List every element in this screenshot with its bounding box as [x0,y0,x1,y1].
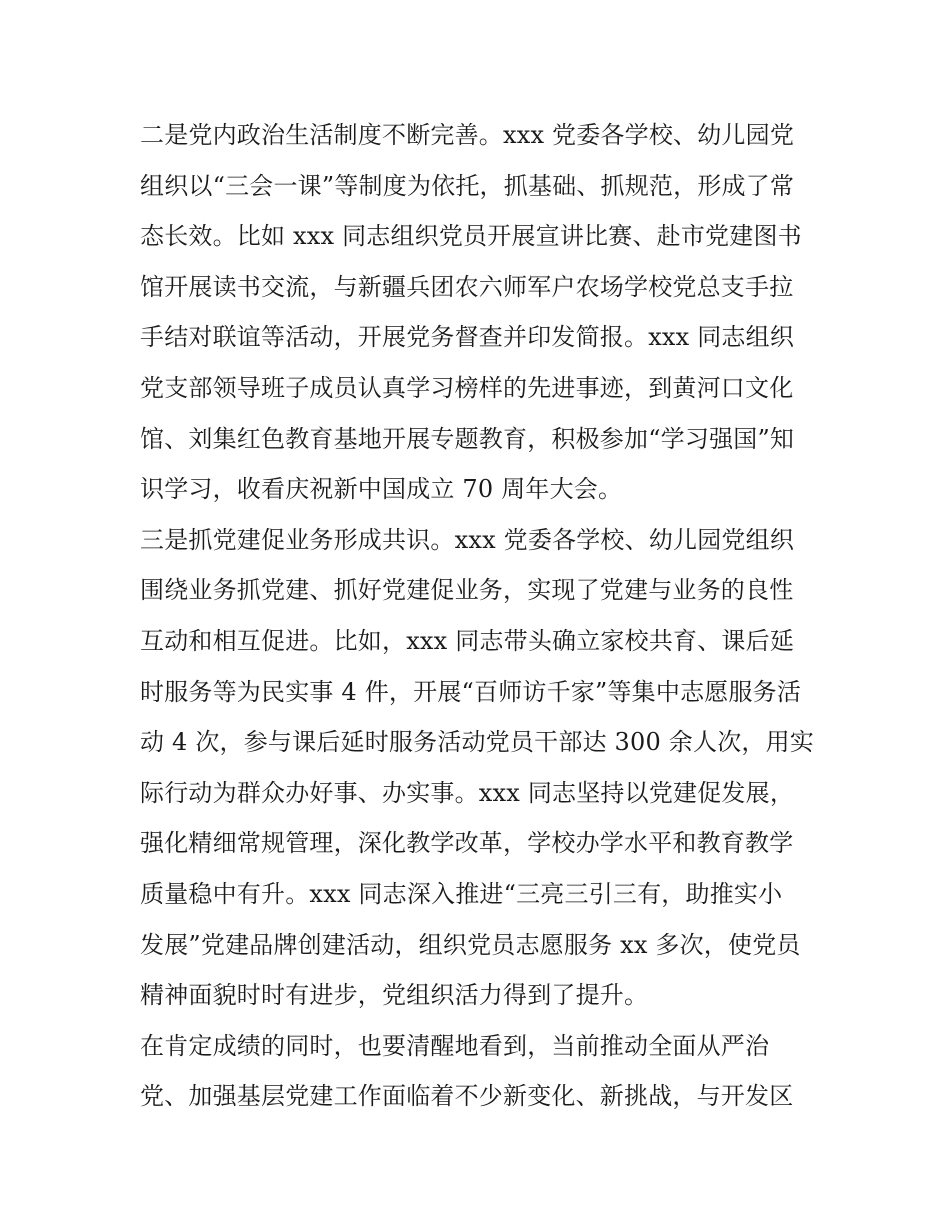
paragraph-political-life [140,110,820,515]
text-line: 精神面貌时时有进步，党组织活力得到了提升。 [140,981,649,1010]
text-line: 二是党内政治生活制度不断完善。xxx 党委各学校、幼儿园党 [140,121,795,149]
text-line: 组织以“三会一课”等制度为依托，抓基础、抓规范，形成了常 [140,171,795,200]
document-body [140,110,820,1122]
text-line: 发展”党建品牌创建活动，组织党员志愿服务 xx 多次，使党员 [140,930,801,959]
text-line: 在肯定成绩的同时，也要清醒地看到，当前推动全面从严治 [140,1031,770,1060]
text-line: 动 4 次，参与课后延时服务活动党员干部达 300 余人次，用实 [140,728,814,757]
paragraph-party-building-business [140,515,820,1021]
text-line: 手结对联谊等活动，开展党务督查并印发简报。xxx 同志组织 [140,323,795,352]
text-line: 质量稳中有升。xxx 同志深入推进“三亮三引三有，助推实小 [140,879,783,908]
text-line: 党、加强基层党建工作面临着不少新变化、新挑战，与开发区 [140,1082,794,1111]
text-line: 三是抓党建促业务形成共识。xxx 党委各学校、幼儿园党组织 [140,525,795,554]
text-line: 识学习，收看庆祝新中国成立 70 周年大会。 [140,475,623,504]
text-line: 态长效。比如 xxx 同志组织党员开展宣讲比赛、赴市党建图书 [140,222,802,251]
text-line: 党支部领导班子成员认真学习榜样的先进事迹，到黄河口文化 [140,373,794,402]
text-line: 时服务等为民实事 4 件，开展“百师访千家”等集中志愿服务活 [140,677,802,706]
text-line: 际行动为群众办好事、办实事。xxx 同志坚持以党建促发展， [140,778,795,807]
text-line: 强化精细常规管理，深化教学改革，学校办学水平和教育教学 [140,829,794,858]
text-line: 互动和相互促进。比如，xxx 同志带头确立家校共育、课后延 [140,626,795,655]
text-line: 馆、刘集红色教育基地开展专题教育，积极参加“学习强国”知 [140,424,795,453]
text-line: 围绕业务抓党建、抓好党建促业务，实现了党建与业务的良性 [140,576,794,605]
paragraph-challenges [140,1021,820,1122]
text-line: 馆开展读书交流，与新疆兵团农六师军户农场学校党总支手拉 [140,272,794,301]
